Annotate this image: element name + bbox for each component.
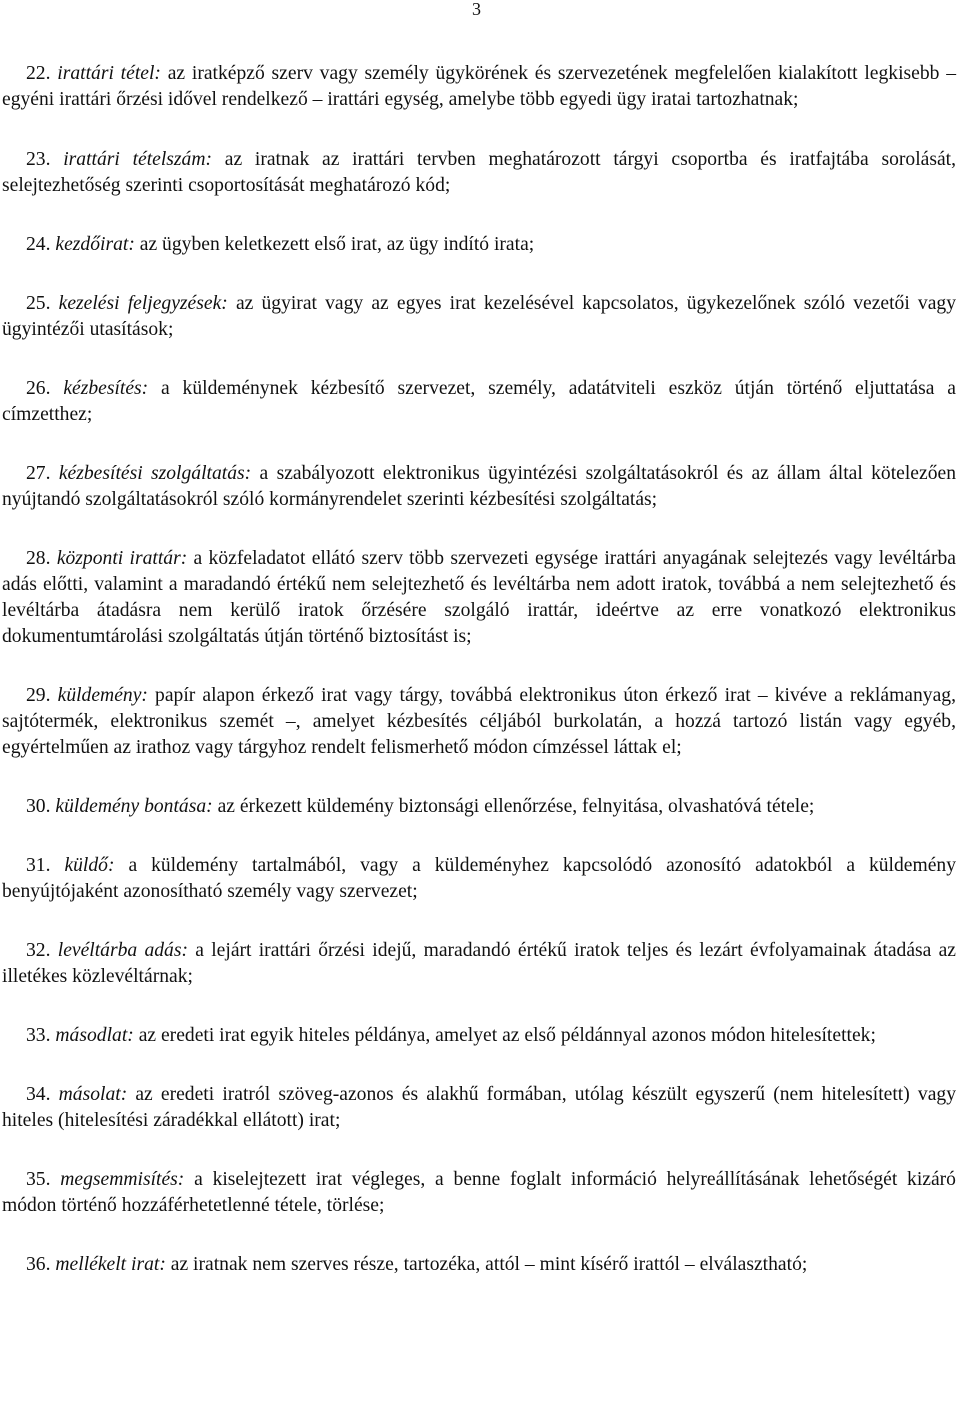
definition-text: az iratnak az irattári tervben meghatározott tárgyi csoportba és iratfajtába sorolását, selejtezhetőség szerinti csoportosítását meghatározó kód; — [2, 149, 957, 196]
definition-item — [2, 853, 956, 905]
definition-number: 32. — [26, 940, 51, 961]
definition-number: 23. — [26, 149, 51, 170]
definition-item — [2, 376, 956, 428]
definition-term: megsemmisítés: — [60, 1169, 185, 1190]
definition-text: a küldeménynek kézbesítő szervezet, személy, adatátviteli eszköz útján történő eljuttatása a címzetthez; — [2, 378, 956, 425]
definition-item — [2, 232, 956, 258]
definition-number: 36. — [26, 1254, 51, 1275]
definition-term: másolat: — [58, 1084, 128, 1105]
definition-number: 22. — [26, 63, 51, 84]
definition-text: a lejárt irattári őrzési idejű, maradandó értékű iratok teljes és lezárt évfolyamainak átadása az illetékes közlevéltárnak; — [2, 940, 956, 987]
definition-item — [2, 147, 956, 199]
definition-text: a szabályozott elektronikus ügyintézési szolgáltatásokról és az állam által kötelezően nyújtandó szolgáltatásokról szóló kormányrendelet szerinti kézbesítési szolgáltatás; — [2, 463, 956, 510]
definition-term: másodlat: — [55, 1025, 134, 1046]
definition-text: a közfeladatot ellátó szerv több szervezeti egysége irattári anyagának selejtezés vagy levéltárba adás előtti, valamint a maradandó értékű nem selejtezhető és levéltárba nem adott iratok, továbbá a nem selejtezhető és levéltárba átadásra nem kerülő iratok őrzésére szolgáló irattár, ideértve az erre vonatkozó elektronikus dokumentumtárolási szolgáltatás útján történő biztosítást is; — [2, 548, 956, 647]
definition-text: a küldemény tartalmából, vagy a küldeményhez kapcsolódó azonosító adatokból a küldemény benyújtójaként azonosítható személy vagy szervezet; — [2, 855, 956, 902]
definition-number: 34. — [26, 1084, 51, 1105]
definition-number: 24. — [26, 234, 51, 255]
definition-text: az ügyben keletkezett első irat, az ügy indító irata; — [139, 234, 535, 255]
definition-text: az érkezett küldemény biztonsági ellenőrzése, felnyitása, olvashatóvá tétele; — [217, 796, 815, 817]
definition-number: 28. — [26, 548, 51, 569]
definition-item — [2, 938, 956, 990]
definition-item — [2, 546, 956, 650]
definition-term: küldemény bontása: — [55, 796, 213, 817]
definition-text: papír alapon érkező irat vagy tárgy, továbbá elektronikus úton érkező irat – kivéve a reklámanyag, sajtótermék, elektronikus szemét –, amelyet kézbesítés céljából burkolatán, a hozzá tartozó listán vagy egyéb, egyértelműen az irathoz vagy tárgyhoz rendelt felismerhető módon címzéssel láttak el; — [2, 685, 956, 758]
definition-text: az ügyirat vagy az egyes irat kezelésével kapcsolatos, ügykezelőnek szóló vezetői vagy ügyintézői utasítások; — [2, 293, 956, 340]
definition-number: 27. — [26, 463, 51, 484]
definition-term: központi irattár: — [56, 548, 188, 569]
definition-term: irattári tételszám: — [63, 149, 213, 170]
definition-term: küldemény: — [57, 685, 148, 706]
definition-number: 25. — [26, 293, 51, 314]
definition-text: az iratnak nem szerves része, tartozéka, attól – mint kísérő irattól – elválasztható; — [170, 1254, 808, 1275]
definition-term: küldő: — [64, 855, 115, 876]
definition-item — [2, 291, 956, 343]
definition-text: az eredeti irat egyik hiteles példánya, amelyet az első példánnyal azonos módon hitelesítettek; — [138, 1025, 876, 1046]
definition-term: kezelési feljegyzések: — [58, 293, 228, 314]
definition-item — [2, 1167, 956, 1219]
definition-item — [2, 461, 956, 513]
definition-term: kézbesítési szolgáltatás: — [58, 463, 252, 484]
page-number: 3 — [472, 0, 481, 19]
definition-item — [2, 683, 956, 761]
definition-number: 35. — [26, 1169, 51, 1190]
definition-item — [2, 1252, 956, 1278]
definition-item — [2, 1082, 956, 1134]
definition-term: levéltárba adás: — [57, 940, 189, 961]
definition-number: 30. — [26, 796, 51, 817]
definition-item — [2, 1023, 956, 1049]
definition-number: 31. — [26, 855, 51, 876]
definition-text: a kiselejtezett irat végleges, a benne foglalt információ helyreállításának lehetőségét kizáró módon történő hozzáférhetetlenné tétele, törlése; — [2, 1169, 956, 1216]
definition-term: mellékelt irat: — [55, 1254, 166, 1275]
definition-number: 26. — [26, 378, 51, 399]
definition-term: kezdőirat: — [55, 234, 135, 255]
definition-term: kézbesítés: — [63, 378, 149, 399]
definition-text: az eredeti iratról szöveg-azonos és alakhű formában, utólag készült egyszerű (nem hitelesített) vagy hiteles (hitelesítési záradékkal ellátott) irat; — [2, 1084, 956, 1131]
definition-text: az iratképző szerv vagy személy ügykörének és szervezetének megfelelően kialakított legkisebb – egyéni irattári őrzési idővel rendelkező – irattári egység, amelybe több egyedi ügy iratai tartozhatnak; — [2, 63, 956, 110]
definition-number: 29. — [26, 685, 51, 706]
definitions-list — [2, 61, 956, 1278]
definition-number: 33. — [26, 1025, 51, 1046]
definition-item — [2, 61, 956, 113]
definition-term: irattári tétel: — [57, 63, 161, 84]
definition-item — [2, 794, 956, 820]
